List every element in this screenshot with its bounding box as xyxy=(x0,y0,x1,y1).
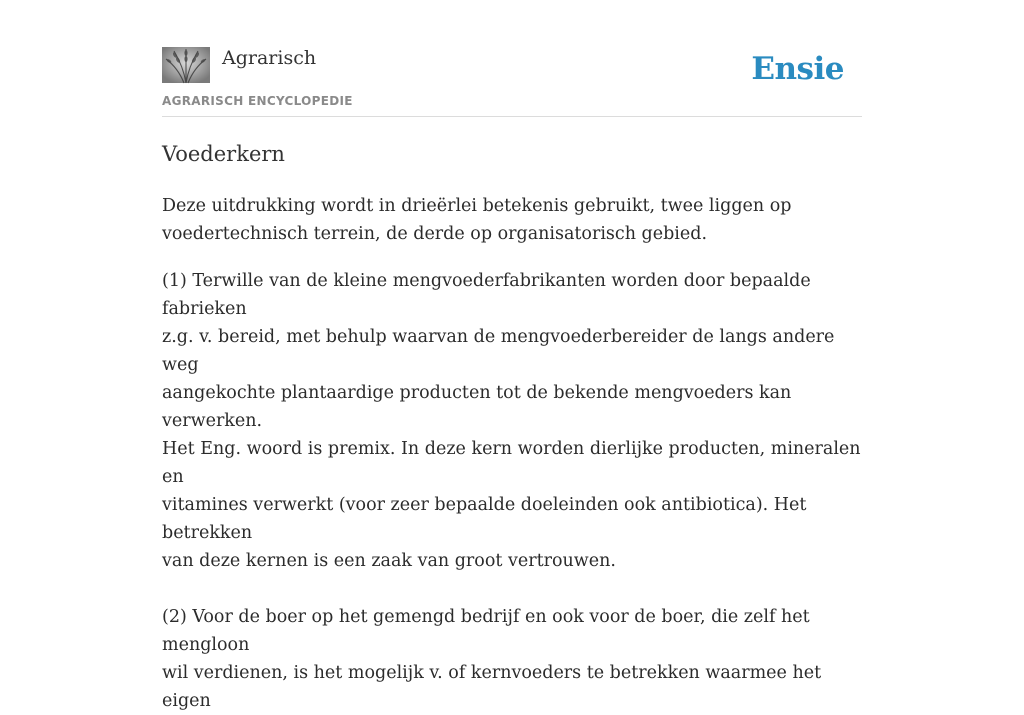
article-paragraph: (2) Voor de boer op het gemengd bedrijf en ook voor de boer, die zelf het mengloon wil verdienen, is het mogelijk v. of kernvoeders te betrekken waarmee het eigen xyxy=(162,607,822,711)
source-subtitle: AGRARISCH ENCYCLOPEDIE xyxy=(162,94,353,108)
article-paragraph: Deze uitdrukking wordt in drieërlei betekenis gebruikt, twee liggen op voedertechnisch terrein, de derde op organisatorisch gebied. xyxy=(162,196,792,244)
source-header xyxy=(162,40,862,117)
article xyxy=(162,138,866,715)
article-paragraph: (1) Terwille van de kleine mengvoederfabrikanten worden door bepaalde fabrieken z.g. v. bereid, met behulp waarvan de mengvoederbereider de langs andere weg aangekochte plantaardige producten tot de bekende mengvoeders kan verwerken. Het Eng. woord is premix. In deze kern worden dierlijke producten, mineralen en vitamines verwerkt (voor zeer bepaalde doeleinden ook antibiotica). Het betrekken van deze kernen is een zaak van groot vertrouwen. xyxy=(162,271,861,571)
page-title: Voederkern xyxy=(162,142,285,166)
source-name[interactable]: Agrarisch xyxy=(222,47,317,69)
wheat-icon[interactable] xyxy=(162,47,210,83)
ensie-logo-link[interactable]: Ensie xyxy=(751,51,844,87)
